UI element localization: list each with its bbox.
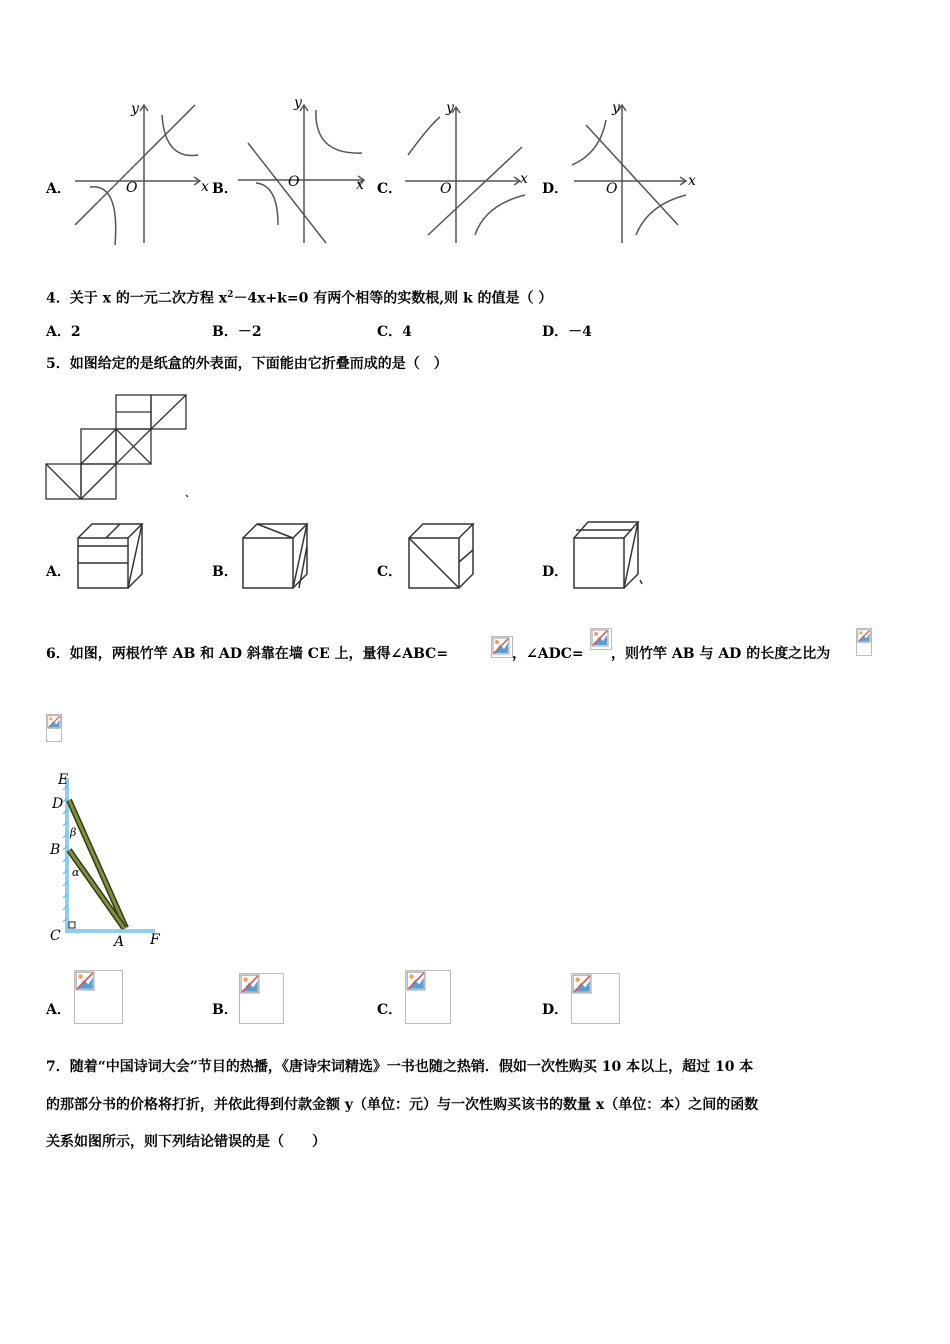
broken-image-icon — [406, 971, 426, 991]
q5-option-a-label: A． — [46, 564, 71, 580]
label-d: D — [52, 796, 64, 812]
label-e: E — [58, 772, 69, 788]
broken-image-icon — [47, 715, 61, 729]
q4-option-a: A．2 — [46, 324, 81, 340]
x-axis-label: x — [520, 171, 528, 187]
origin-label: O — [440, 181, 452, 197]
q3-graph-b — [236, 95, 376, 245]
q6-option-b-label: B． — [212, 1002, 238, 1018]
y-axis-label: y — [612, 100, 620, 116]
label-a: A — [114, 934, 125, 950]
origin-label: O — [126, 180, 138, 196]
q5-cube-net — [45, 393, 195, 503]
q5-cube-d — [572, 520, 644, 590]
label-f: F — [150, 932, 160, 948]
x-axis-label: x — [688, 173, 696, 189]
y-axis-label: y — [446, 100, 454, 116]
q7-stem-line3: 关系如图所示，则下列结论错误的是（ ） — [46, 1134, 326, 1150]
q3-graph-d — [566, 95, 706, 245]
q4-stem: 4．关于 x 的一元二次方程 $x^2-4x+k=0$ 有两个相等的实数根,则 k 的值是（ ） — [46, 290, 553, 307]
origin-label: O — [288, 174, 300, 190]
q7-stem-line1: 7．随着“中国诗词大会”节目的热播，《唐诗宋词精选》一书也随之热销．假如一次性购买 10 本以上，超过 10 本 — [46, 1059, 754, 1075]
label-alpha: α — [72, 866, 80, 879]
q3-option-b-label: B． — [212, 181, 238, 197]
q5-cube-c — [407, 522, 477, 590]
x-axis-label: x — [356, 177, 364, 193]
origin-label: O — [606, 181, 618, 197]
q6-bamboo-figure — [46, 770, 171, 950]
x-axis-label: x — [201, 179, 209, 195]
q6-option-b-image — [239, 973, 284, 1024]
angle-abc-image — [491, 636, 513, 658]
label-b: B — [50, 842, 61, 858]
ratio-image — [856, 628, 872, 656]
q6-stem-part2: ，∠ADC= — [512, 646, 584, 662]
broken-image-icon — [492, 637, 510, 655]
broken-image-icon — [572, 974, 592, 994]
q5-option-c-label: C． — [377, 564, 403, 580]
q6-option-c-image — [405, 970, 451, 1024]
q5-stem: 5．如图给定的是纸盒的外表面，下面能由它折叠而成的是（ ） — [46, 356, 448, 372]
q6-option-a-label: A． — [46, 1002, 71, 1018]
q6-option-d-label: D． — [542, 1002, 569, 1018]
q5-cube-b — [241, 522, 311, 590]
q6-stem-part1: 6．如图，两根竹竿 AB 和 AD 斜靠在墙 CE 上，量得∠ABC= — [46, 646, 449, 662]
broken-image-icon — [75, 971, 95, 991]
q4-option-c: C．4 — [377, 324, 412, 340]
q6-option-d-image — [571, 973, 620, 1024]
q6-option-a-image — [74, 970, 123, 1024]
q3-graph-c — [400, 95, 540, 245]
broken-image-icon — [240, 974, 260, 994]
q3-option-d-label: D． — [542, 181, 569, 197]
q4-option-d: D．－4 — [542, 324, 592, 340]
broken-image-icon — [591, 629, 609, 647]
label-beta: β — [70, 826, 77, 839]
q6-stem-part3: ，则竹竿 AB 与 AD 的长度之比为 — [611, 646, 831, 662]
q7-stem-line2: 的那部分书的价格将打折，并依此得到付款金额 y（单位：元）与一次性购买该书的数量 x（单位：本）之间的函数 — [46, 1097, 759, 1113]
y-axis-label: y — [294, 95, 302, 111]
q3-option-a-label: A． — [46, 181, 71, 197]
q3-option-c-label: C． — [377, 181, 403, 197]
q4-option-b: B．－2 — [212, 324, 262, 340]
q3-graph-a — [70, 95, 210, 245]
ratio-image-continued — [46, 714, 62, 742]
y-axis-label: y — [131, 101, 139, 117]
q5-option-b-label: B． — [212, 564, 238, 580]
q5-cube-a — [76, 522, 146, 590]
angle-adc-image — [590, 628, 612, 650]
label-c: C — [50, 928, 61, 944]
q5-option-d-label: D． — [542, 564, 569, 580]
broken-image-icon — [857, 629, 871, 643]
q6-option-c-label: C． — [377, 1002, 403, 1018]
